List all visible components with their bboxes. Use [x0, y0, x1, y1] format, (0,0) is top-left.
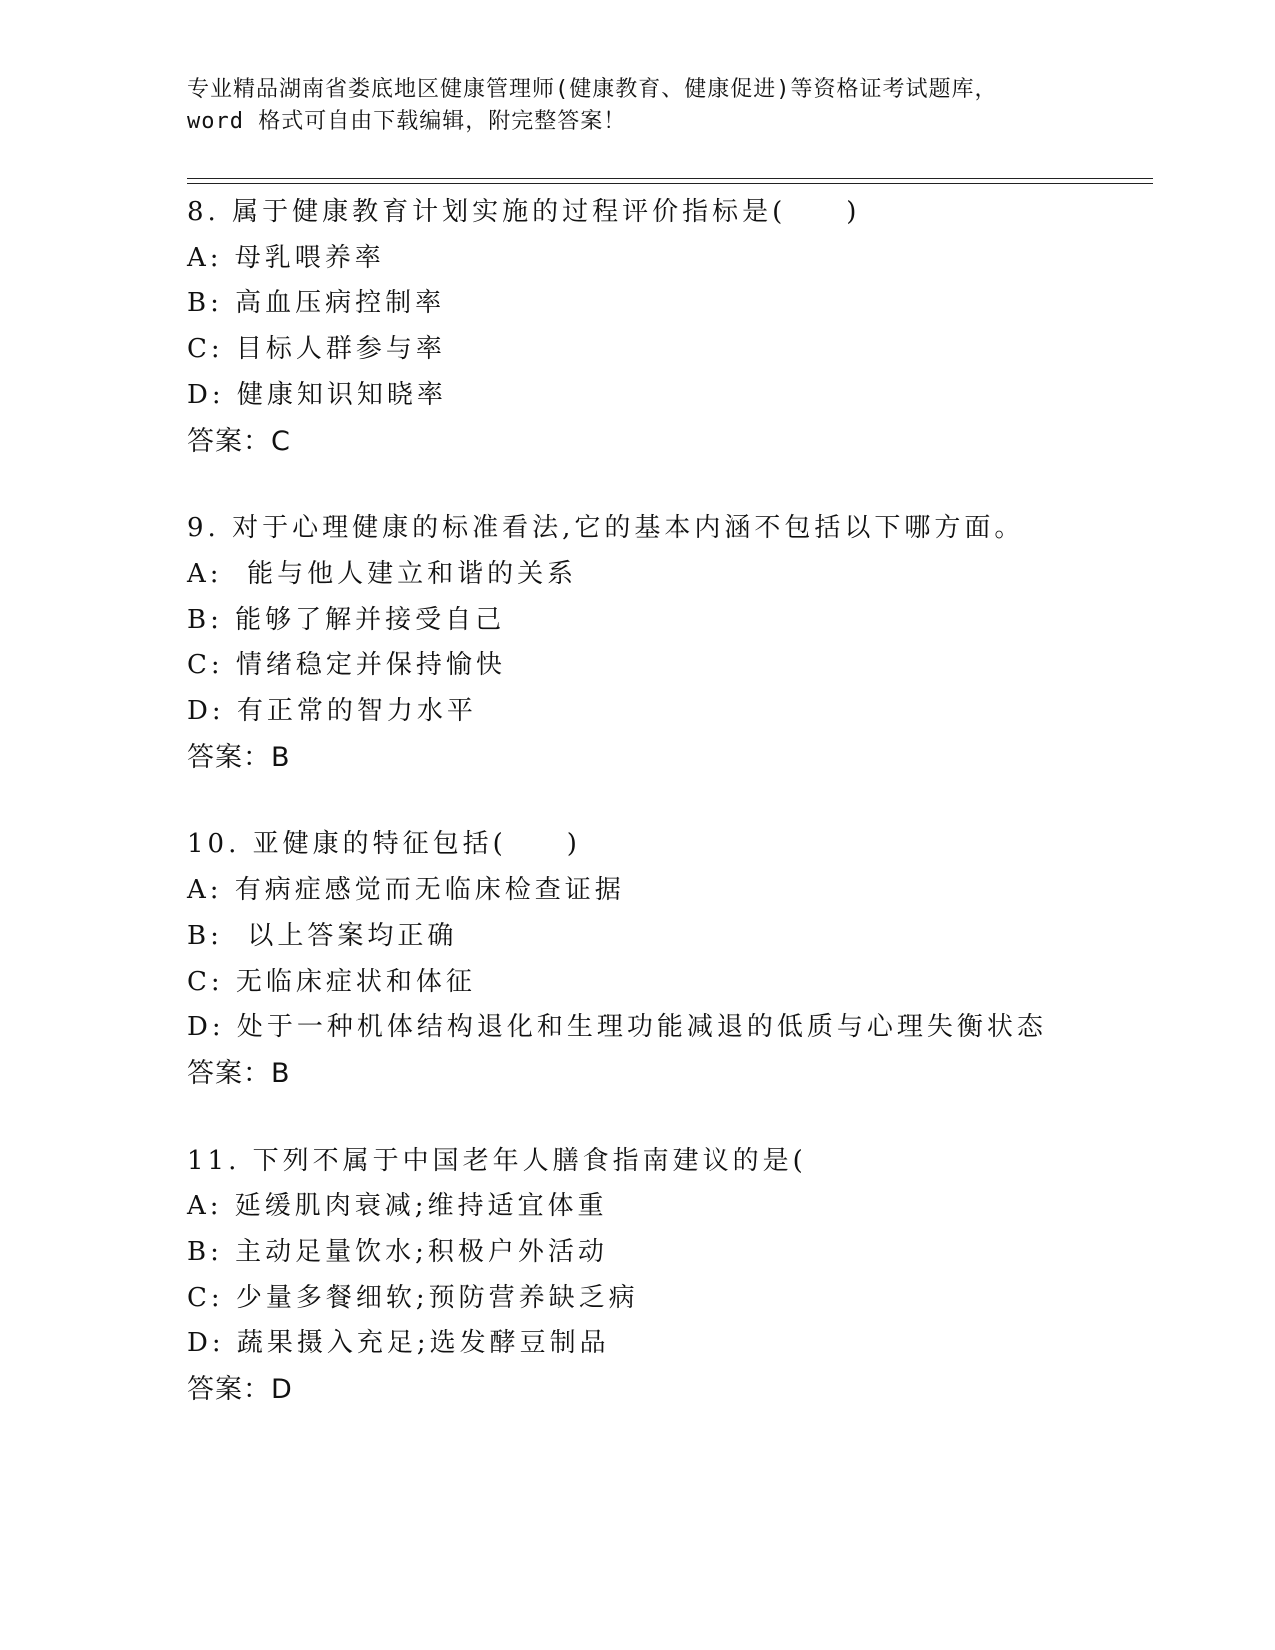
- header-line-2: word 格式可自由下载编辑，附完整答案！: [187, 109, 627, 134]
- question-11: [187, 1139, 1147, 1413]
- option-d: D: 蔬果摄入充足;选发酵豆制品: [187, 1328, 610, 1359]
- option-b: B: 以上答案均正确: [187, 920, 458, 951]
- question-stem: 8. 属于健康教育计划实施的过程评价指标是( ): [187, 197, 861, 227]
- option-b: B: 能够了解并接受自己: [187, 604, 506, 635]
- question-9: [187, 506, 1147, 780]
- header-divider-top: [187, 178, 1153, 179]
- option-a: A: 有病症感觉而无临床检查证据: [187, 875, 625, 906]
- option-a: A: 母乳喂养率: [187, 242, 385, 273]
- option-a: A: 能与他人建立和谐的关系: [187, 558, 578, 589]
- question-list: [187, 190, 1147, 1455]
- option-c: C: 情绪稳定并保持愉快: [187, 650, 506, 681]
- question-stem: 10. 亚健康的特征包括( ): [187, 829, 581, 860]
- option-c: C: 目标人群参与率: [187, 334, 446, 365]
- question-stem: 11. 下列不属于中国老年人膳食指南建议的是(: [187, 1145, 807, 1176]
- header-divider-bottom: [187, 183, 1153, 184]
- option-c: C: 无临床症状和体征: [187, 966, 476, 997]
- answer-line: 答案：D: [187, 1374, 293, 1406]
- answer-line: 答案：B: [187, 1057, 291, 1089]
- option-a: A: 延缓肌肉衰减;维持适宜体重: [187, 1191, 608, 1222]
- option-d: D: 处于一种机体结构退化和生理功能减退的低质与心理失衡状态: [187, 1012, 1047, 1043]
- answer-line: 答案：B: [187, 741, 291, 773]
- question-8: [187, 190, 1147, 464]
- option-b: B: 主动足量饮水;积极户外活动: [187, 1237, 608, 1268]
- question-10: [187, 822, 1147, 1096]
- option-b: B: 高血压病控制率: [187, 288, 446, 319]
- question-stem: 9. 对于心理健康的标准看法,它的基本内涵不包括以下哪方面。: [187, 513, 1025, 544]
- option-d: D: 有正常的智力水平: [187, 696, 477, 727]
- answer-line: 答案：C: [187, 425, 291, 457]
- option-c: C: 少量多餐细软;预防营养缺乏病: [187, 1282, 639, 1313]
- option-d: D: 健康知识知晓率: [187, 379, 447, 410]
- document-header: [187, 74, 1087, 138]
- header-line-1: 专业精品湖南省娄底地区健康管理师(健康教育、健康促进)等资格证考试题库，: [187, 77, 998, 102]
